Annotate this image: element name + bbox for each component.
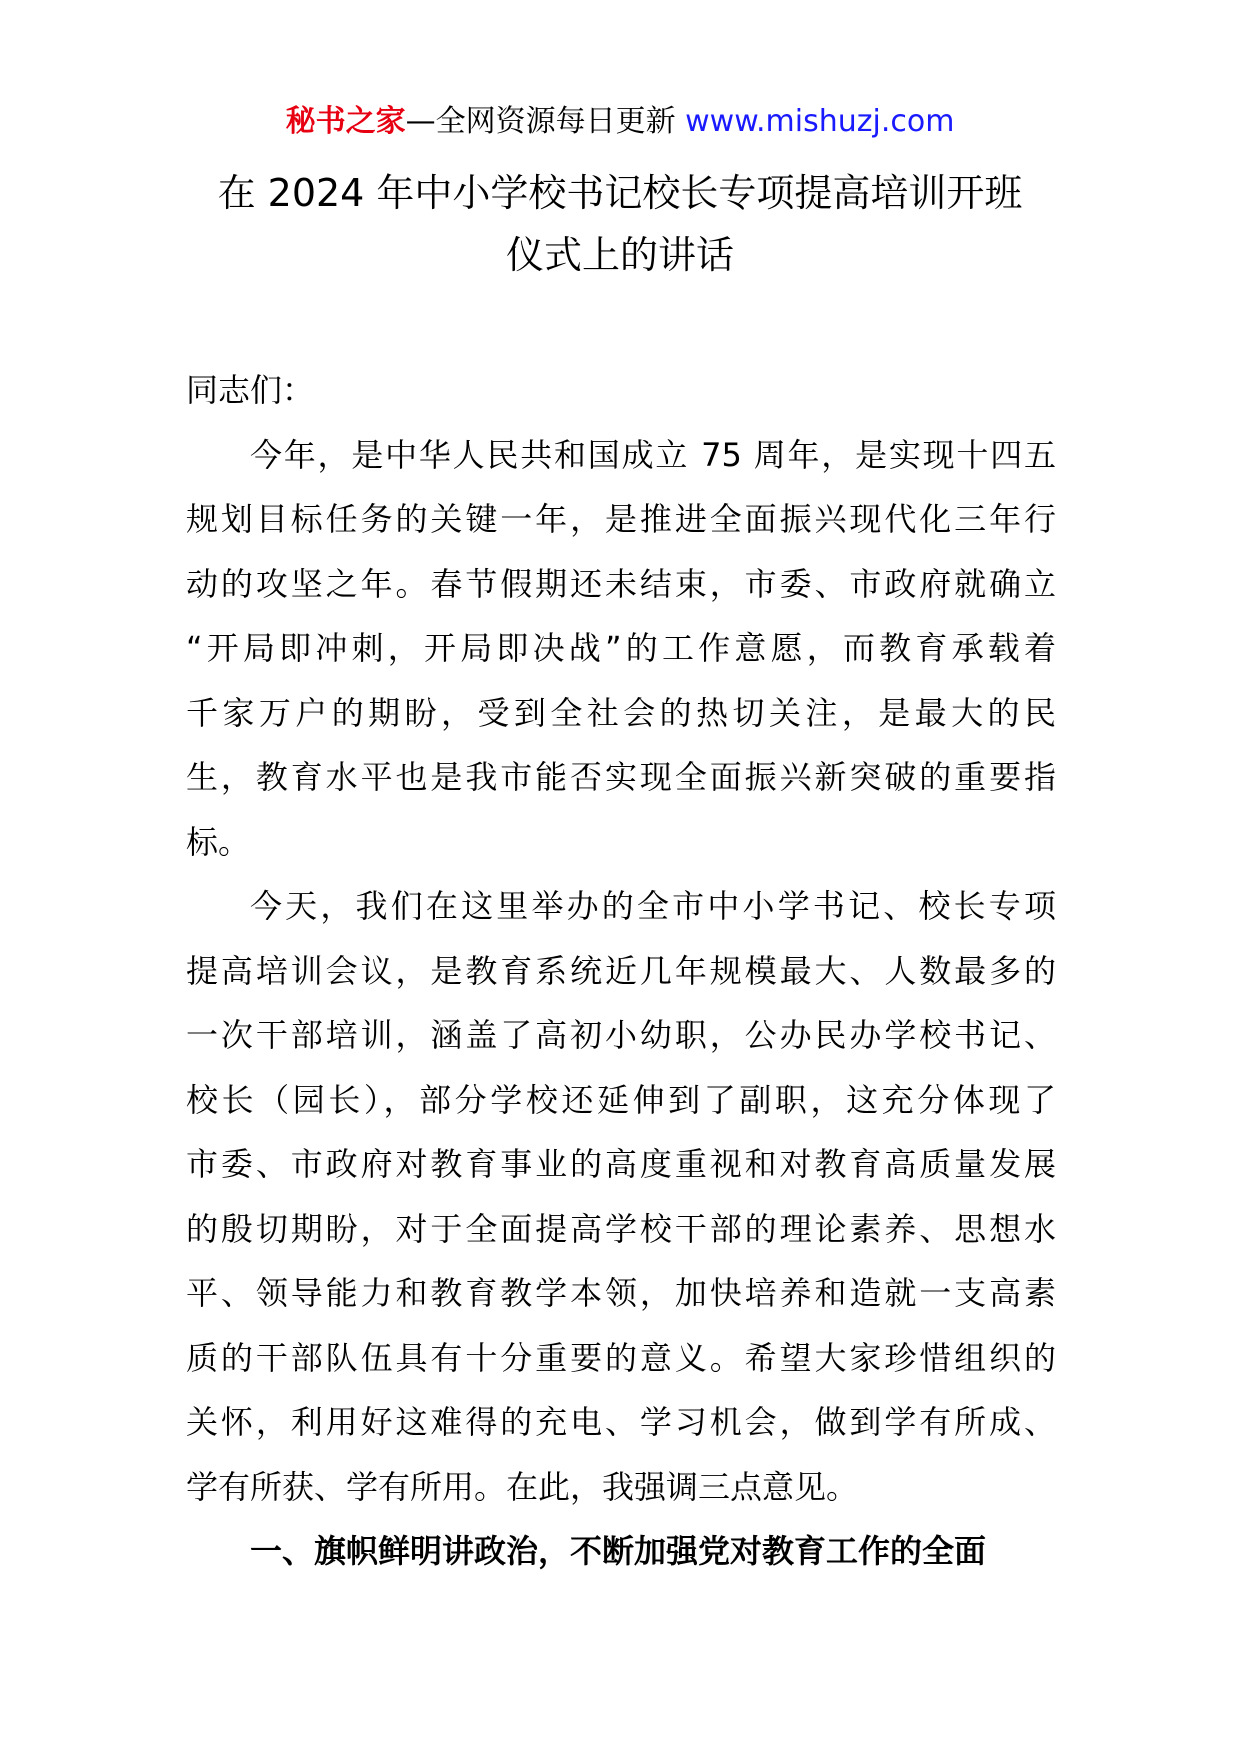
paragraph-line: 今天，我们在这里举办的全市中小学书记、校长专项 <box>250 887 1056 925</box>
paragraph-line: 规划目标任务的关键一年，是推进全面振兴现代化三年行 <box>186 500 1056 538</box>
paragraph-line: 市委、市政府对教育事业的高度重视和对教育高质量发展 <box>186 1145 1056 1183</box>
paragraph-line: 千家万户的期盼，受到全社会的热切关注，是最大的民 <box>186 693 1056 732</box>
paragraph <box>186 423 1056 875</box>
paragraph-line: 生，教育水平也是我市能否实现全面振兴新突破的重要指 <box>186 758 1056 796</box>
paragraph-line: 关怀，利用好这难得的充电、学习机会，做到学有所成、 <box>186 1403 1056 1441</box>
document-title-line: 仪式上的讲话 <box>505 233 734 277</box>
paragraph-line: 提高培训会议，是教育系统近几年规模最大、人数最多的 <box>186 951 1056 990</box>
document-title-line: 在 2024 年中小学校书记校长专项提高培训开班 <box>217 171 1023 215</box>
paragraph-line: 质的干部队伍具有十分重要的意义。希望大家珍惜组织的 <box>186 1338 1056 1377</box>
site-brand: 秘书之家 <box>285 104 406 139</box>
site-tagline: —全网资源每日更新 <box>405 104 686 139</box>
paragraph-line: 动的攻坚之年。春节假期还未结束，市委、市政府就确立 <box>186 564 1056 603</box>
site-header <box>0 100 1240 144</box>
paragraph <box>186 874 1056 1519</box>
paragraph-line: 的殷切期盼，对于全面提高学校干部的理论素养、思想水 <box>186 1209 1056 1248</box>
paragraph-line: 标。 <box>186 822 251 861</box>
document-title <box>170 162 1070 286</box>
section-heading <box>186 1519 1056 1584</box>
paragraph-line: 学有所获、学有所用。在此，我强调三点意见。 <box>186 1467 859 1506</box>
document-body <box>186 358 1056 1584</box>
section-heading-line: 一、旗帜鲜明讲政治，不断加强党对教育工作的全面 <box>250 1532 987 1570</box>
salutation: 同志们： <box>186 371 315 409</box>
paragraph-line: 平、领导能力和教育教学本领，加快培养和造就一支高素 <box>186 1274 1056 1312</box>
site-url-link[interactable]: www.mishuzj.com <box>685 104 955 139</box>
paragraph-line: 一次干部培训，涵盖了高初小幼职，公办民办学校书记、 <box>186 1016 1056 1054</box>
paragraph-line: 今年，是中华人民共和国成立 75 周年，是实现十四五 <box>250 435 1056 474</box>
paragraph-line: 校长（园长），部分学校还延伸到了副职，这充分体现了 <box>186 1080 1056 1119</box>
paragraph-line: “开局即冲刺，开局即决战”的工作意愿，而教育承载着 <box>186 629 1056 667</box>
